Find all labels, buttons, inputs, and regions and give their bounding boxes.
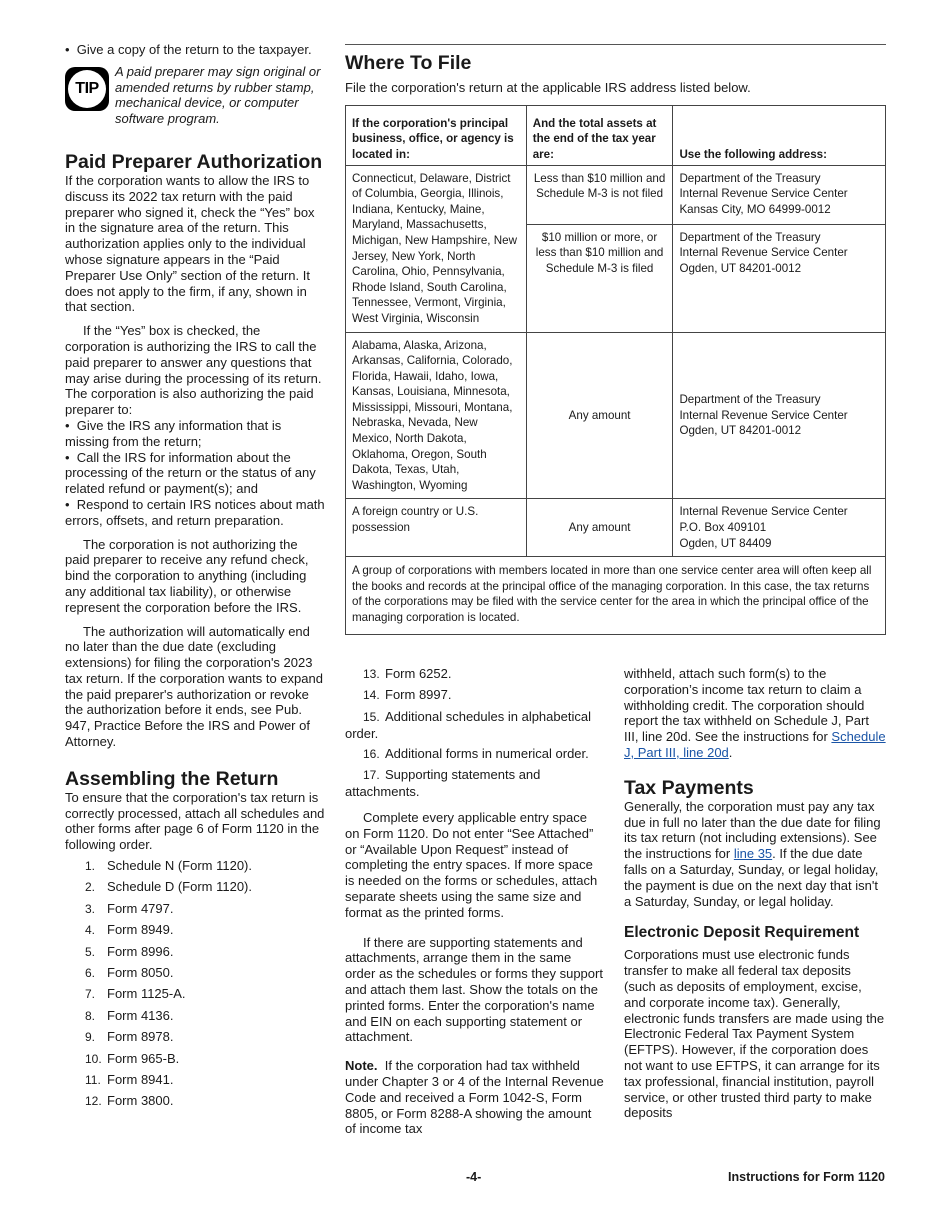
document-title: Instructions for Form 1120 [728, 1170, 885, 1184]
ppa-paragraph-2: If the “Yes” box is checked, the corporation is authorizing the IRS to call the paid preparer to answer any questions that may arise during the processing of its return. The corporation is also authorizing the paid preparer to: [65, 323, 322, 418]
table-footnote-row [346, 557, 886, 634]
ppa-paragraph-4: The authorization will automatically end no later than the due date (excluding extensions) for filing the corporation's 2023 tax return. If the corporation wants to expand the paid preparer's authorization or revoke the authorization before it ends, see Pub. 947, Practice Before the IRS and Power of Attorney. [65, 623, 323, 750]
entry-space-paragraph: Complete every applicable entry space on Form 1120. Do not enter “See Attached” or “Available Upon Request” instead of completing the entry spaces. If more space is needed on the forms or schedules, attach separate sheets using the same size and format as the printed forms. [345, 809, 598, 920]
list-item: 6. Form 8050. [85, 965, 174, 981]
cell-assets: Any amount [526, 332, 673, 499]
table-row [346, 332, 886, 499]
list-item: 3. Form 4797. [85, 900, 174, 916]
attachment-order-list [65, 858, 325, 1110]
ppa-bullet-text: Call the IRS for information about the processing of the return or the status of any related refund or payment(s); and [65, 449, 316, 497]
cell-states: Alabama, Alaska, Arizona, Arkansas, California, Colorado, Florida, Hawaii, Idaho, Iowa, Kansas, Louisiana, Minnesota, Mississippi, Missouri, Montana, Nebraska, Nevada, New Mexico, North Dakota, Oklahoma, Oregon, South Dakota, Texas, Utah, Washington, Wyoming [346, 332, 527, 499]
cell-address: Department of the Treasury Internal Revenue Service Center Ogden, UT 84201-0012 [673, 332, 886, 499]
header-location: If the corporation's principal business, office, or agency is located in: [346, 105, 527, 165]
list-item: 15. Additional schedules in alphabetical order. [345, 708, 591, 741]
list-item: 13. Form 6252. [363, 666, 452, 681]
table-row [346, 499, 886, 557]
list-item: 1. Schedule N (Form 1120). [85, 858, 252, 874]
cell-address: Department of the Treasury Internal Revenue Service Center Ogden, UT 84201-0012 [673, 224, 886, 332]
ppa-paragraph-3: The corporation is not authorizing the paid preparer to receive any refund check, bind the corporation to anything (including any additional tax liability), or otherwise represent the corporation before the IRS. [65, 536, 309, 615]
tax-payments-heading: Tax Payments [624, 776, 754, 799]
left-column [65, 42, 325, 1115]
assembling-paragraph: To ensure that the corporation's tax return is correctly processed, attach all schedules and other forms after page 6 of Form 1120 in the following order. [65, 789, 325, 853]
list-item: 17. Supporting statements and attachments. [345, 767, 541, 800]
list-item: 2. Schedule D (Form 1120). [85, 879, 252, 895]
attachment-order-list-continued [345, 666, 605, 800]
header-address: Use the following address: [673, 105, 886, 165]
where-heading: Where To File [345, 52, 472, 74]
list-item: 10. Form 965-B. [85, 1050, 180, 1066]
table-row [346, 165, 886, 224]
note-text: If the corporation had tax withheld under Chapter 3 or 4 of the Internal Revenue Code and received a Form 1042-S, Form 8805, or Form 8288-A showing the amount of income tax [345, 1058, 604, 1137]
bullet-copy-text: Give a copy of the return to the taxpayer. [76, 42, 312, 57]
header-assets: And the total assets at the end of the tax year are: [526, 105, 673, 165]
cell-assets: $10 million or more, or less than $10 million and Schedule M-3 is filed [526, 224, 673, 332]
statements-paragraph: If there are supporting statements and attachments, arrange them in the same order as the schedules or forms they support and attach them last. Show the totals on the printed forms. Enter the corporation's name and EIN on each supporting statement or attachment. [345, 934, 603, 1045]
list-item: 8. Form 4136. [85, 1007, 174, 1023]
table-header-row [346, 105, 886, 165]
where-intro: File the corporation's return at the applicable IRS address listed below. [345, 80, 751, 95]
right-column [624, 666, 886, 1121]
tax-payments-paragraph: Generally, the corporation must pay any tax due in full no later than the due date for filing its tax return (not including extensions). See the instructions for line 35. If the due date falls on a Saturday, Sunday, or legal holiday, the payment is due on the next day that isn't a Saturday, Sunday, or legal holiday. [624, 798, 881, 909]
ppa-paragraph-1: If the corporation wants to allow the IRS to discuss its 2022 tax return with the paid preparer who signed it, check the “Yes” box in the signature area of the return. This authorization applies only to the individual whose signature appears in the “Paid Preparer Use Only” section of the return. It does not apply to the firm, if any, shown in that section. [65, 172, 315, 315]
section-rule [345, 44, 886, 45]
ppa-bullet: • Respond to certain IRS notices about math errors, offsets, and return preparation. [65, 496, 325, 528]
tip-text: A paid preparer may sign original or amended returns by rubber stamp, mechanical device, or computer software program. [115, 63, 321, 127]
cell-states: A foreign country or U.S. possession [346, 499, 527, 557]
line-35-link[interactable]: line 35 [733, 846, 773, 862]
cell-address: Department of the Treasury Internal Revenue Service Center Kansas City, MO 64999-0012 [673, 165, 886, 224]
electronic-deposit-paragraph: Corporations must use electronic funds transfer to make all federal tax deposits (such as deposits of employment, excise, and corporate income tax). Generally, electronic funds transfers are made using the Electronic Federal Tax Payment System (EFTPS). However, if the corporation does not want to use EFTPS, it can arrange for its tax professional, financial institution, payroll service, or other trusted third party to make deposits [624, 947, 885, 1121]
cell-states: Connecticut, Delaware, District of Columbia, Georgia, Illinois, Indiana, Kentucky, Maine, Maryland, Massachusetts, Michigan, New Hampshire, New Jersey, New York, North Carolina, Ohio, Pennsylvania, Rhode Island, South Carolina, Tennessee, Vermont, Virginia, West Virginia, Wisconsin [346, 165, 527, 332]
list-item: 11. Form 8941. [85, 1071, 174, 1087]
page-number: -4- [466, 1170, 482, 1184]
electronic-deposit-heading: Electronic Deposit Requirement [624, 924, 860, 942]
tip-icon [65, 67, 109, 111]
list-item: 9. Form 8978. [85, 1029, 174, 1045]
assembling-heading: Assembling the Return [65, 767, 279, 790]
cell-assets: Less than $10 million and Schedule M-3 is not filed [526, 165, 673, 224]
ppa-bullet-text: Give the IRS any information that is missing from the return; [65, 417, 282, 449]
list-item: 14. Form 8997. [363, 687, 452, 703]
tip-label: TIP [68, 70, 106, 108]
list-item: 7. Form 1125-A. [85, 986, 186, 1002]
ppa-bullet-text: Respond to certain IRS notices about math errors, offsets, and return preparation. [65, 496, 325, 528]
list-item: 5. Form 8996. [85, 943, 174, 959]
table-footnote: A group of corporations with members located in more than one service center area will often keep all the books and records at the principal office of the managing corporation. In this case, the tax returns of the corporations may be filed with the service center for the area in which the principal office of the managing corporation is located. [346, 557, 886, 634]
cell-assets: Any amount [526, 499, 673, 557]
note-paragraph [345, 1058, 605, 1137]
bullet-copy: • Give a copy of the return to the taxpayer. [65, 42, 312, 57]
ppa-heading: Paid Preparer Authorization [65, 150, 323, 173]
ppa-bullet: • Call the IRS for information about the processing of the return or the status of any related refund or payment(s); and [65, 449, 316, 497]
list-item: 4. Form 8949. [85, 922, 174, 938]
address-table [345, 105, 886, 635]
where-to-file-section [345, 44, 886, 635]
list-item: 12. Form 3800. [85, 1093, 174, 1109]
cell-address: Internal Revenue Service Center P.O. Box 409101 Ogden, UT 84409 [673, 499, 886, 557]
list-item: 16. Additional forms in numerical order. [363, 745, 589, 761]
middle-column [345, 666, 605, 1137]
schedule-j-link[interactable]: Schedule J, Part III, line 20d [624, 729, 886, 760]
ppa-bullet: • Give the IRS any information that is missing from the return; [65, 417, 282, 449]
note-label: Note. [345, 1058, 378, 1074]
withholding-continued: withheld, attach such form(s) to the corporation’s income tax return to claim a withholding credit. The corporation should report the tax withheld on Schedule J, Part III, line 20d. See the instructions for Schedule J, Part III, line 20d. [624, 666, 886, 760]
tip-box [65, 64, 325, 127]
